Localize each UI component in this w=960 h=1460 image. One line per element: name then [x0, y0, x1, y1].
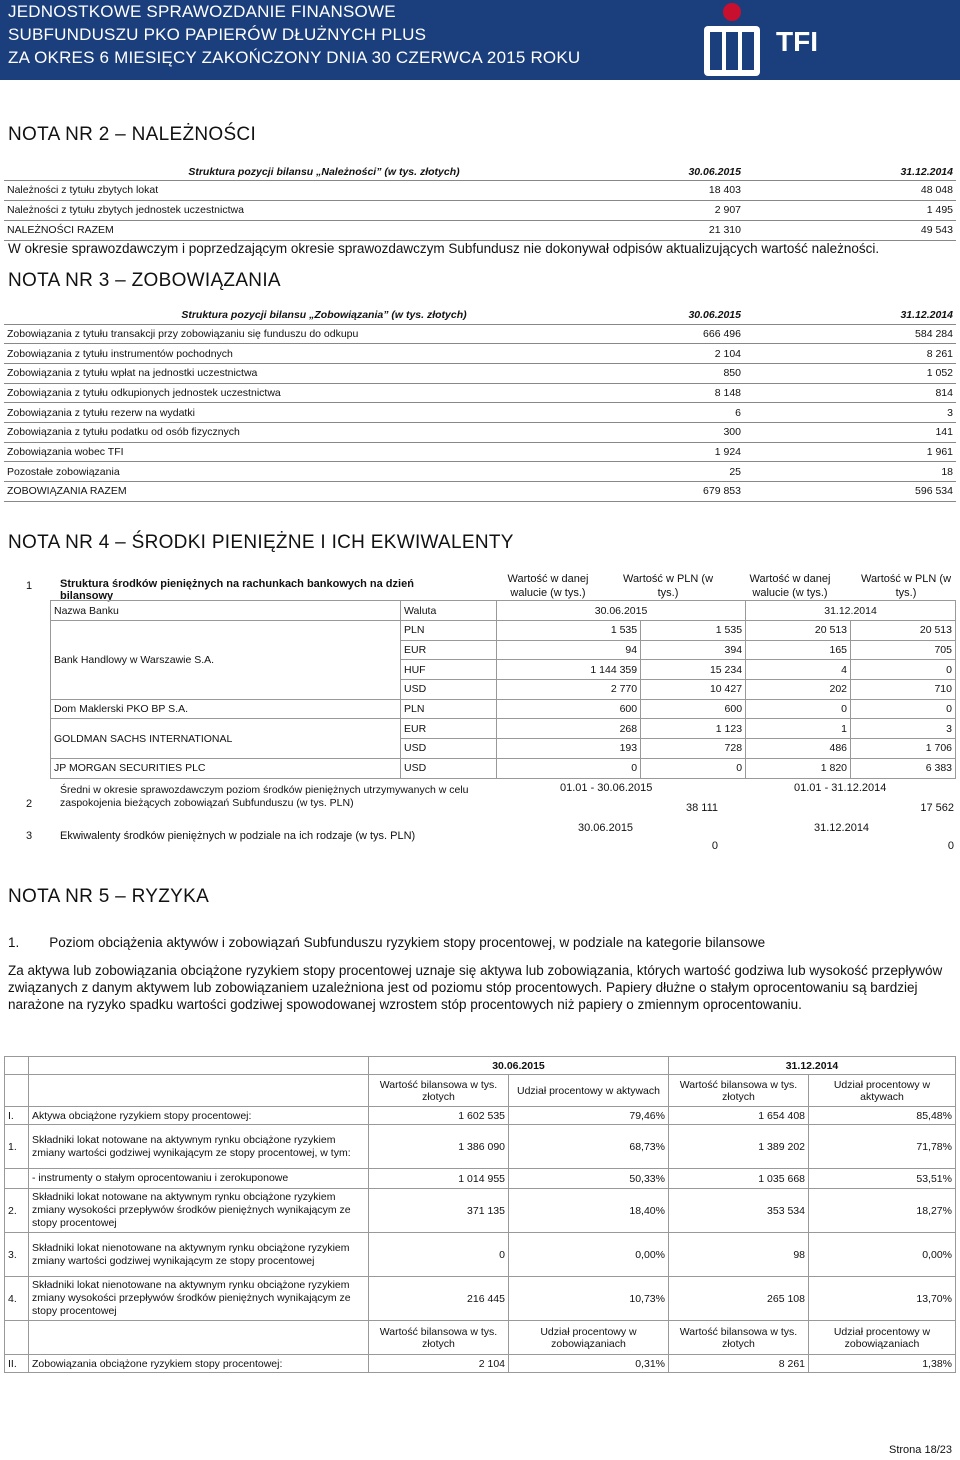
note2-caption: Struktura pozycji bilansu „Należności” (w tys. złotych)	[4, 164, 644, 180]
note3-title: NOTA NR 3 – ZOBOWIĄZANIA	[8, 270, 281, 291]
table-row: Zobowiązania z tytułu rezerw na wydatki 6 3	[4, 403, 956, 423]
note2-table	[4, 164, 956, 241]
pko-tfi-logo	[690, 0, 960, 80]
note5-title: NOTA NR 5 – RYZYKA	[8, 886, 210, 907]
table-row: EUR 94 394 165 705	[51, 640, 956, 660]
table-row: I. Aktywa obciążone ryzykiem stopy procentowej: 1 602 535 79,46% 1 654 408 85,48%	[5, 1107, 956, 1125]
table-row: II. Zobowiązania obciążone ryzykiem stopy procentowej: 2 104 0,31% 8 261 1,38%	[5, 1355, 956, 1373]
header-line-3: ZA OKRES 6 MIESIĘCY ZAKOŃCZONY DNIA 30 CZERWCA 2015 ROKU	[8, 48, 581, 67]
table-row: Należności z tytułu zbytych jednostek uczestnictwa 2 907 1 495	[4, 200, 956, 220]
page-header	[0, 0, 690, 80]
note4-cash-table: Nazwa Banku Waluta 30.06.2015 31.12.2014 Bank Handlowy w Warszawie S.A. PLN 1 535 1 535 20 513 20 513 EUR 94 394 165 705 HUF 1 144 359 15 234 4 0 USD 2 770 10 427 202 710 Dom Maklerski PKO BP S.A. PLN 600 600 0 0 GOLDMAN SACHS INTERNATIONAL EUR 268 1 123 1 3 USD 193 728 486 1 706 JP MORGAN SECURITIES PLC USD 0 0 1 820 6 383	[50, 600, 956, 779]
note5-subtitle: 1. Poziom obciążenia aktywów i zobowiązań Subfunduszu ryzykiem stopy procentowej, w podziale na kategorie bilansowe	[8, 935, 766, 950]
table-row: Zobowiązania wobec TFI 1 924 1 961	[4, 442, 956, 462]
table-row: NALEŻNOŚCI RAZEM 21 310 49 543	[4, 220, 956, 240]
bank-name: Bank Handlowy w Warszawie S.A.	[51, 621, 401, 700]
table-row: HUF 1 144 359 15 234 4 0	[51, 660, 956, 680]
table-row: Bank Handlowy w Warszawie S.A. PLN 1 535 1 535 20 513 20 513	[51, 621, 956, 641]
table-row: Zobowiązania z tytułu wpłat na jednostki uczestnictwa 850 1 052	[4, 363, 956, 383]
note4-s1-label: Struktura środków pieniężnych na rachunkach bankowych na dzień bilansowy	[60, 578, 414, 602]
table-row: Zobowiązania z tytułu podatku od osób fizycznych 300 141	[4, 422, 956, 442]
note4-s2-label: Średni w okresie sprawozdawczym poziom środków pieniężnych utrzymywanych w celu zaspokojenia bieżących zobowiązań Subfunduszu (w tys. PLN)	[60, 784, 469, 809]
note4-title: NOTA NR 4 – ŚRODKI PIENIĘŻNE I ICH EKWIWALENTY	[8, 532, 514, 553]
table-row: USD 2 770 10 427 202 710	[51, 680, 956, 700]
note3-caption: Struktura pozycji bilansu „Zobowiązania” (w tys. złotych)	[4, 306, 644, 324]
table-row: GOLDMAN SACHS INTERNATIONAL EUR 268 1 123 1 3	[51, 719, 956, 739]
note2-remark: W okresie sprawozdawczym i poprzedzającym okresie sprawozdawczym Subfundusz nie dokonywał odpisów aktualizujących wartość należności.	[8, 241, 880, 256]
table-row: ZOBOWIĄZANIA RAZEM 679 853 596 534	[4, 482, 956, 502]
note2-col1: 30.06.2015	[644, 164, 744, 180]
table-row: 4. Składniki lokat nienotowane na aktywnym rynku obciążone ryzykiem zmiany wysokości przepływów środków pieniężnych wynikającym ze stopy procentowej 216 445 10,73% 265 108 13,70%	[5, 1277, 956, 1321]
note5-risk-table: 30.06.2015 31.12.2014 Wartość bilansowa w tys. złotych Udział procentowy w aktywach Wartość bilansowa w tys. złotych Udział procentowy w aktywach I. Aktywa obciążone ryzykiem stopy procentowej: 1 602 535 79,46% 1 654 408 85,48% 1. Składniki lokat notowane na aktywnym rynku obciążone ryzykiem zmiany wartości godziwej wynikającym ze stopy procentowej, w tym: 1 386 090 68,73% 1 389 202 71,78% - instrumenty o stałym oprocentowaniu i zerokuponowe 1 014 955 50,33% 1 035 668 53,51% 2. Składniki lokat notowane na aktywnym rynku obciążone ryzykiem zmiany wysokości przepływów środków pieniężnych wynikającym ze stopy procentowej 371 135 18,40% 353 534 18,27% 3. Składniki lokat nienotowane na aktywnym rynku obciążone ryzykiem zmiany wartości godziwej wynikającym ze stopy procentowej 0 0,00% 98 0,00% 4. Składniki lokat nienotowane na aktywnym rynku obciążone ryzykiem zmiany wysokości przepływów środków pieniężnych wynikającym ze stopy procentowej 216 445 10,73% 265 108 13,70% Wartość bilansowa w tys. złotych Udział procentowy w zobowiązaniach Wartość bilansowa w tys. złotych Udział procentowy w zobowiązaniach II. Zobowiązania obciążone ryzykiem stopy procentowej: 2 104 0,31% 8 261 1,38%	[4, 1056, 956, 1373]
note5-paragraph: Za aktywa lub zobowiązania obciążone ryzykiem stopy procentowej uznaje się aktywa lub zobowiązania, których wartość godziwa lub wysokość przepływów związanych z danym aktywem lub zobowiązaniem uzależniona jest od poziomu stóp procentowych. Papiery dłużne o stałym oprocentowaniu są bardziej narażone na ryzyko spadku wartości godziwej spowodowanej wzrostem stóp procentowych niż papiery o zmiennym oprocentowaniu.	[8, 963, 943, 1012]
table-row: - instrumenty o stałym oprocentowaniu i zerokuponowe 1 014 955 50,33% 1 035 668 53,51%	[5, 1169, 956, 1189]
bank-name: JP MORGAN SECURITIES PLC	[51, 758, 401, 778]
table-row: Zobowiązania z tytułu instrumentów pochodnych 2 104 8 261	[4, 344, 956, 364]
bank-name: Dom Maklerski PKO BP S.A.	[51, 699, 401, 719]
table-row: Pozostałe zobowiązania 25 18	[4, 462, 956, 482]
header-line-1: JEDNOSTKOWE SPRAWOZDANIE FINANSOWE	[8, 2, 396, 21]
table-row: 2. Składniki lokat notowane na aktywnym rynku obciążone ryzykiem zmiany wysokości przepływów środków pieniężnych wynikającym ze stopy procentowej 371 135 18,40% 353 534 18,27%	[5, 1189, 956, 1233]
note3-table: Struktura pozycji bilansu „Zobowiązania” (w tys. złotych) 30.06.2015 31.12.2014 Zobowiązania z tytułu transakcji przy zobowiązaniu się funduszu do odkupu 666 496 584 284 Zobowiązania z tytułu instrumentów pochodnych 2 104 8 261 Zobowiązania z tytułu wpłat na jednostki uczestnictwa 850 1 052 Zobowiązania z tytułu odkupionych jednostek uczestnictwa 8 148 814 Zobowiązania z tytułu rezerw na wydatki 6 3 Zobowiązania z tytułu podatku od osób fizycznych 300 141 Zobowiązania wobec TFI 1 924 1 961 Pozostałe zobowiązania 25 18 ZOBOWIĄZANIA RAZEM 679 853 596 534	[4, 306, 956, 502]
logo-tfi-text: TFI	[776, 26, 818, 57]
table-row: JP MORGAN SECURITIES PLC USD 0 0 1 820 6 383	[51, 758, 956, 778]
table-row: USD 193 728 486 1 706	[51, 739, 956, 759]
header-line-2: SUBFUNDUSZU PKO PAPIERÓW DŁUŻNYCH PLUS	[8, 25, 427, 44]
note4-section: 1 Struktura środków pieniężnych na rachunkach bankowych na dzień bilansowy Wartość w danej walucie (w tys.) Wartość w PLN (w tys.) Wartość w danej walucie (w tys.) Wartość w PLN (w tys.) Nazwa Banku Waluta 30.06.2015 31.12.2014 Bank Handlowy w Warszawie S.A. PLN 1 535 1 535 20 513 20 513 EUR 94 394 165 705 HUF 1 144 359 15 234 4 0 USD 2 770 10 427 202 710 Dom Maklerski PKO BP S.A. PLN 600 600 0 0 GOLDMAN SACHS INTERNATIONAL EUR 268 1 123 1 3 USD 193 728 486 1 706 JP MORGAN SECURITIES PLC USD 0 0 1 820 6 383 2 Średni w okresie sprawozdawczym poziom środków pieniężnych utrzymywanych w celu zaspokojenia bieżących zobowiązań Subfunduszu (w tys. PLN) 01.01 - 30.06.2015 01.01 - 31.12.2014 38 111 17 562 3 Ekwiwalenty środków pieniężnych w podziale na ich rodzaje (w tys. PLN) 30.06.2015 31.12.2014 0 0	[26, 573, 954, 852]
table-row: Zobowiązania z tytułu transakcji przy zobowiązaniu się funduszu do odkupu 666 496 584 284	[4, 324, 956, 344]
note4-s3-label: Ekwiwalenty środków pieniężnych w podziale na ich rodzaje (w tys. PLN)	[60, 830, 416, 842]
bank-name: GOLDMAN SACHS INTERNATIONAL	[51, 719, 401, 758]
table-row: Zobowiązania z tytułu odkupionych jednostek uczestnictwa 8 148 814	[4, 383, 956, 403]
table-row: Należności z tytułu zbytych lokat 18 403 48 048	[4, 180, 956, 200]
table-row: 1. Składniki lokat notowane na aktywnym rynku obciążone ryzykiem zmiany wartości godziwej wynikającym ze stopy procentowej, w tym: 1 386 090 68,73% 1 389 202 71,78%	[5, 1125, 956, 1169]
table-row: 3. Składniki lokat nienotowane na aktywnym rynku obciążone ryzykiem zmiany wartości godziwej wynikającym ze stopy procentowej 0 0,00% 98 0,00%	[5, 1233, 956, 1277]
note2-title: NOTA NR 2 – NALEŻNOŚCI	[8, 124, 257, 145]
note2-col2: 31.12.2014	[744, 164, 956, 180]
pko-emblem-icon	[690, 0, 960, 80]
page-number: Strona 18/23	[889, 1444, 952, 1456]
table-row: Dom Maklerski PKO BP S.A. PLN 600 600 0 0	[51, 699, 956, 719]
